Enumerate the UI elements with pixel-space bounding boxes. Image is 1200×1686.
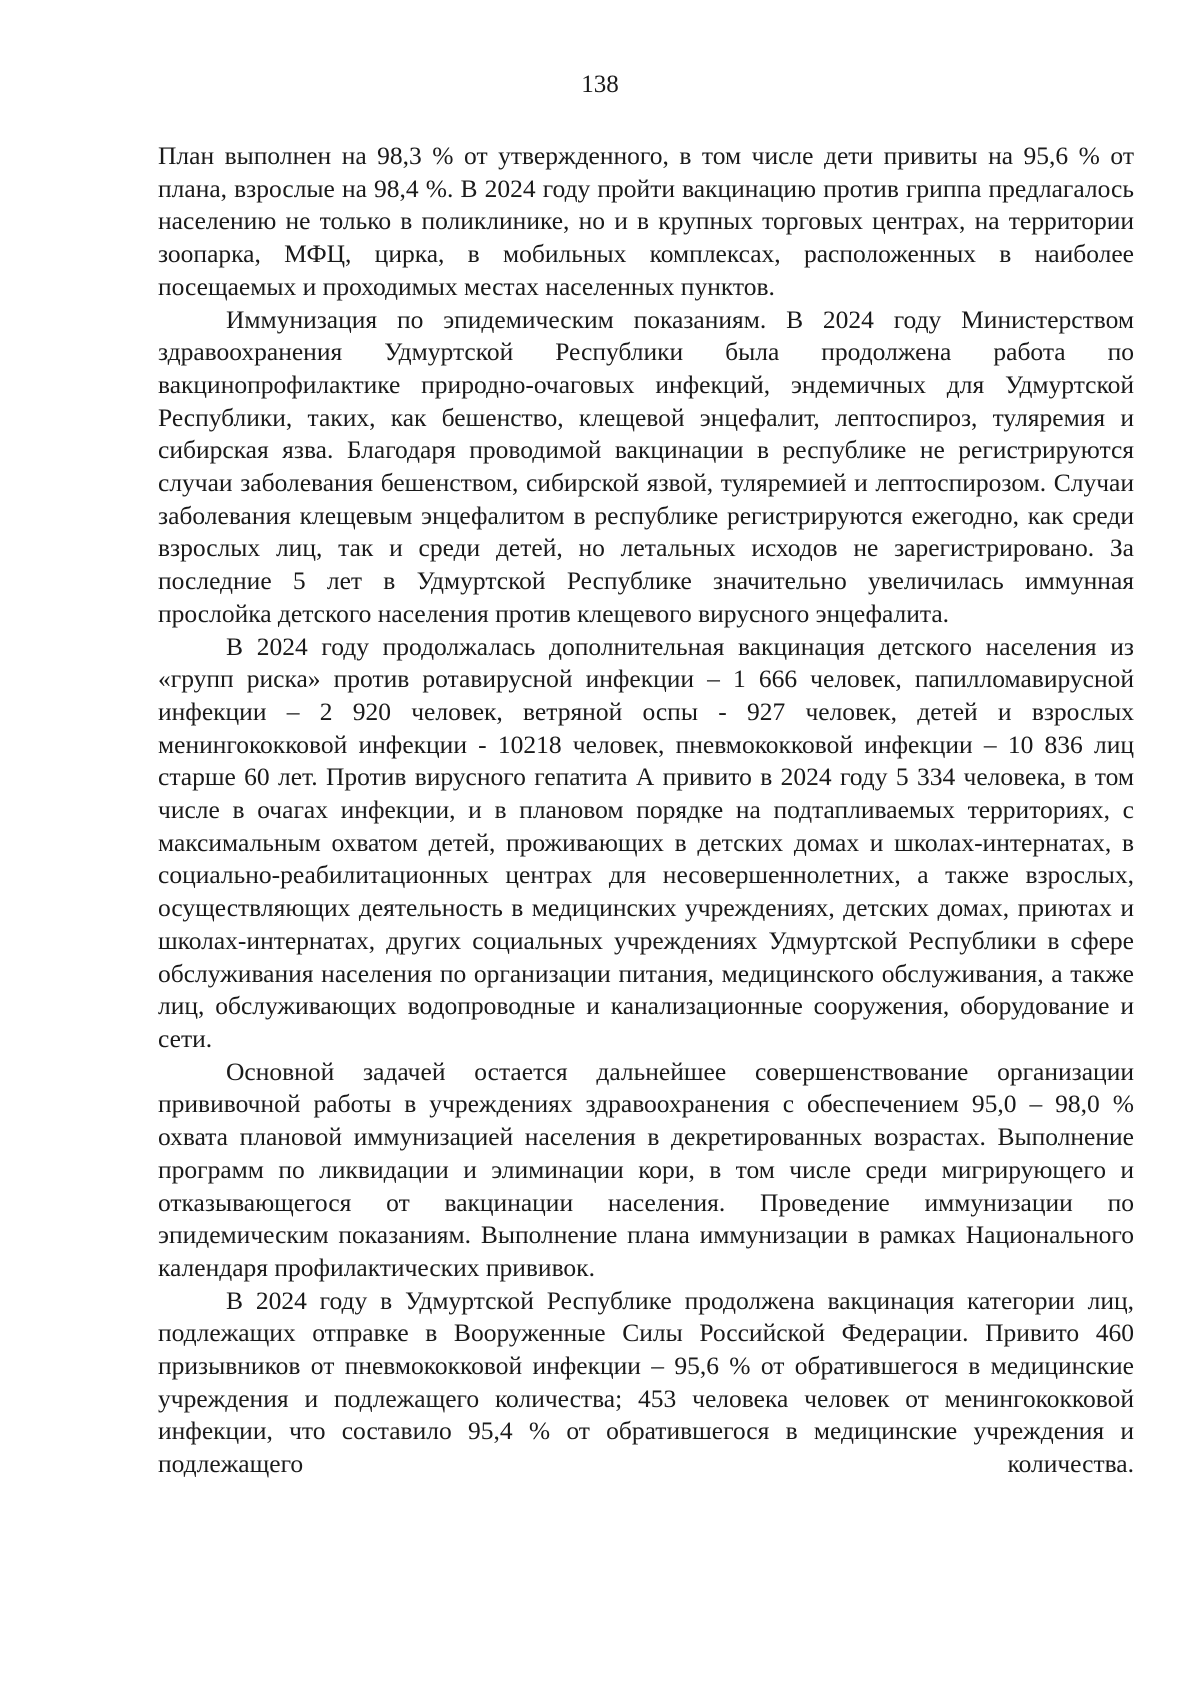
paragraph-flu-vaccination-plan: План выполнен на 98,3 % от утвержденного, в том числе дети привиты на 95,6 % от плана, взрослые на 98,4 %. В 2024 году пройти вакцинацию против гриппа предлагалось населению не только в поликлинике, но и в крупных торговых центрах, на территории зоопарка, МФЦ, цирка, в мобильных комплексах, расположенных в наиболее посещаемых и проходимых местах населенных пунктов. xyxy=(158,141,1134,301)
document-body xyxy=(158,140,1134,1481)
paragraph-conscript-vaccination: В 2024 году в Удмуртской Республике продолжена вакцинация категории лиц, подлежащих отправке в Вооруженные Силы Российской Федерации. Привито 460 призывников от пневмококковой инфекции – 95,6 % от обратившегося в медицинские учреждения и подлежащего количества; 453 человека человек от менингококковой инфекции, что составило 95,4 % от обратившегося в медицинские учреждения и подлежащего количества. xyxy=(158,1285,1134,1479)
paragraph-additional-vaccination: В 2024 году продолжалась дополнительная вакцинация детского населения из «групп риска» против ротавирусной инфекции – 1 666 человек, папилломавирусной инфекции – 2 920 человек, ветряной оспы - 927 человек, детей и взрослых менингококковой инфекции - 10218 человек, пневмококковой инфекции – 10 836 лиц старше 60 лет. Против вирусного гепатита А привито в 2024 году 5 334 человека, в том числе в очагах инфекции, и в плановом порядке на подтапливаемых территориях, с максимальным охватом детей, проживающих в детских домах и школах-интернатах, в социально-реабилитационных центрах для несовершеннолетних, а также взрослых, осуществляющих деятельность в медицинских учреждениях, детских домах, приютах и школах-интернатах, других социальных учреждениях Удмуртской Республики в сфере обслуживания населения по организации питания, медицинского обслуживания, а также лиц, обслуживающих водопроводные и канализационные сооружения, оборудование и сети. xyxy=(158,631,1134,1053)
paragraph-main-task: Основной задачей остается дальнейшее совершенствование организации прививочной работы в учреждениях здравоохранения с обеспечением 95,0 – 98,0 % охвата плановой иммунизацией населения в декретированных возрастах. Выполнение программ по ликвидации и элиминации кори, в том числе среди мигрирующего и отказывающегося от вакцинации населения. Проведение иммунизации по эпидемическим показаниям. Выполнение плана иммунизации в рамках Национального календаря профилактических прививок. xyxy=(158,1056,1134,1282)
page-number: 138 xyxy=(581,71,619,98)
paragraph-epidemic-immunization: Иммунизация по эпидемическим показаниям. В 2024 году Министерством здравоохранения Удмуртской Республики была продолжена работа по вакцинопрофилактике природно-очаговых инфекций, эндемичных для Удмуртской Республики, таких, как бешенство, клещевой энцефалит, лептоспироз, туляремия и сибирская язва. Благодаря проводимой вакцинации в республике не регистрируются случаи заболевания бешенством, сибирской язвой, туляремией и лептоспирозом. Случаи заболевания клещевым энцефалитом в республике регистрируются ежегодно, как среди взрослых лиц, так и среди детей, но летальных исходов не зарегистрировано. За последние 5 лет в Удмуртской Республике значительно увеличилась иммунная прослойка детского населения против клещевого вирусного энцефалита. xyxy=(158,304,1134,628)
